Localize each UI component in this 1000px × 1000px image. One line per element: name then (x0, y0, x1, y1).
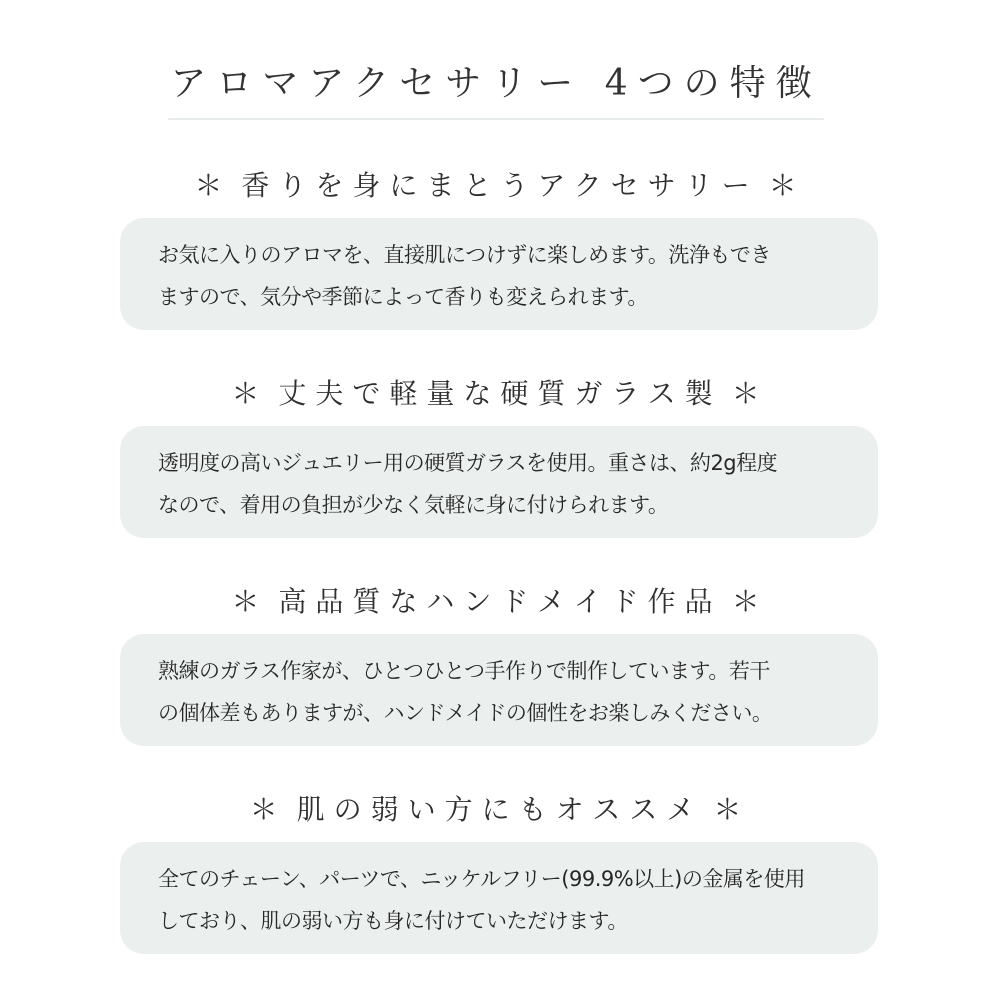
feature-2-line-2: なので、着用の負担が少なく気軽に身に付けられます。 (158, 493, 669, 517)
feature-1-card (120, 218, 878, 330)
page-title: アロマアクセサリー 4つの特徴 (170, 63, 822, 104)
feature-1-line-1: お気に入りのアロマを、直接肌につけずに楽しめます。洗浄もでき (158, 243, 771, 267)
feature-4-heading (0, 790, 1000, 830)
feature-3-line-2: の個体差もありますが、ハンドメイドの個性をお楽しみください。 (158, 701, 773, 725)
feature-4-line-2: しており、肌の弱い方も身に付けていただけます。 (158, 909, 628, 933)
feature-2-heading (0, 374, 1000, 414)
feature-4-card (120, 842, 878, 954)
feature-1-heading-text: 香りを身にまとうアクセサリー (241, 169, 759, 202)
feature-2-line-1: 透明度の高いジュエリー用の硬質ガラスを使用。重さは、約2g程度 (158, 451, 778, 475)
feature-1-heading (0, 166, 1000, 206)
star-icon: ＊ (231, 377, 269, 410)
feature-3-line-1: 熟練のガラス作家が、ひとつひとつ手作りで制作しています。若干 (158, 659, 770, 683)
feature-4-line-1: 全てのチェーン、パーツで、ニッケルフリー(99.9%以上)の金属を使用 (158, 867, 805, 891)
star-icon: ＊ (231, 585, 269, 618)
star-icon: ＊ (249, 793, 287, 826)
feature-2-card (120, 426, 878, 538)
star-icon: ＊ (713, 793, 751, 826)
star-icon: ＊ (194, 169, 232, 202)
feature-4-heading-text: 肌の弱い方にもオススメ (296, 793, 704, 826)
feature-2-heading-text: 丈夫で軽量な硬質ガラス製 (278, 377, 722, 410)
feature-1-line-2: ますので、気分や季節によって香りも変えられます。 (158, 285, 648, 309)
feature-3-card (120, 634, 878, 746)
feature-3-heading (0, 582, 1000, 622)
star-icon: ＊ (731, 377, 769, 410)
title-divider (168, 118, 824, 120)
star-icon: ＊ (768, 169, 806, 202)
star-icon: ＊ (731, 585, 769, 618)
feature-3-heading-text: 高品質なハンドメイド作品 (278, 585, 722, 618)
